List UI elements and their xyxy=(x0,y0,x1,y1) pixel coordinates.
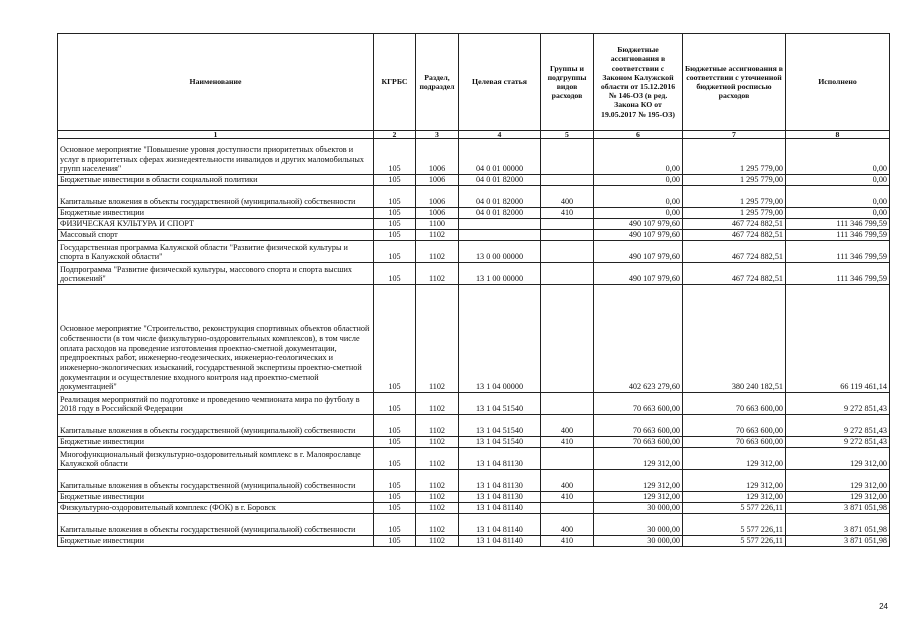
row-executed-amount: 0,00 xyxy=(786,175,890,186)
row-group xyxy=(541,241,594,263)
row-group: 400 xyxy=(541,470,594,492)
row-kgrbs: 105 xyxy=(374,186,416,208)
row-kgrbs: 105 xyxy=(374,139,416,175)
row-target: 13 1 04 81130 xyxy=(459,448,541,470)
row-executed-amount: 3 871 051,98 xyxy=(786,536,890,547)
row-group xyxy=(541,263,594,285)
column-number: 2 xyxy=(374,131,416,139)
row-group: 410 xyxy=(541,208,594,219)
row-law-amount: 490 107 979,60 xyxy=(594,263,683,285)
table-row xyxy=(58,219,890,230)
header-section: Раздел, подраздел xyxy=(416,34,459,131)
row-refined-amount: 1 295 779,00 xyxy=(683,139,786,175)
row-refined-amount: 1 295 779,00 xyxy=(683,208,786,219)
row-executed-amount: 129 312,00 xyxy=(786,448,890,470)
row-target xyxy=(459,219,541,230)
row-kgrbs: 105 xyxy=(374,470,416,492)
row-section: 1006 xyxy=(416,139,459,175)
row-law-amount: 129 312,00 xyxy=(594,470,683,492)
row-refined-amount: 5 577 226,11 xyxy=(683,536,786,547)
row-executed-amount: 111 346 799,59 xyxy=(786,241,890,263)
row-name: Массовый спорт xyxy=(58,230,374,241)
row-executed-amount: 9 272 851,43 xyxy=(786,393,890,415)
row-target xyxy=(459,230,541,241)
row-law-amount: 30 000,00 xyxy=(594,514,683,536)
table-row xyxy=(58,437,890,448)
row-name: Основное мероприятие "Строительство, реконструкция спортивных объектов областной собственности (в том числе физкультурно-оздоровительных комплексов), в том числе оплата расходов на проведение изготовления проектно-сметной документации, предпроектных работ, инженерно-геодезических, инженерно-геологических и инженерно-экологических изысканий, государственной экспертизы проектно-сметной документации и осуществление входного контроля над проектно-сметной документацией" xyxy=(58,285,374,393)
row-kgrbs: 105 xyxy=(374,175,416,186)
row-target: 13 1 00 00000 xyxy=(459,263,541,285)
row-executed-amount: 9 272 851,43 xyxy=(786,437,890,448)
row-law-amount: 490 107 979,60 xyxy=(594,241,683,263)
row-law-amount: 70 663 600,00 xyxy=(594,415,683,437)
row-group xyxy=(541,139,594,175)
row-refined-amount: 70 663 600,00 xyxy=(683,393,786,415)
row-section: 1102 xyxy=(416,514,459,536)
column-number: 5 xyxy=(541,131,594,139)
row-section: 1102 xyxy=(416,230,459,241)
row-group xyxy=(541,503,594,514)
row-group xyxy=(541,448,594,470)
row-group xyxy=(541,219,594,230)
row-section: 1102 xyxy=(416,448,459,470)
row-group: 400 xyxy=(541,514,594,536)
row-law-amount: 30 000,00 xyxy=(594,536,683,547)
column-number: 7 xyxy=(683,131,786,139)
row-section: 1102 xyxy=(416,503,459,514)
row-refined-amount: 129 312,00 xyxy=(683,470,786,492)
budget-table xyxy=(57,33,890,547)
row-name: Реализация мероприятий по подготовке и проведению чемпионата мира по футболу в 2018 году в Российской Федерации xyxy=(58,393,374,415)
row-refined-amount: 70 663 600,00 xyxy=(683,415,786,437)
row-refined-amount: 467 724 882,51 xyxy=(683,219,786,230)
column-number: 1 xyxy=(58,131,374,139)
row-target: 13 1 04 81130 xyxy=(459,492,541,503)
row-target: 13 1 04 81140 xyxy=(459,503,541,514)
row-section: 1102 xyxy=(416,241,459,263)
row-executed-amount: 129 312,00 xyxy=(786,492,890,503)
row-target: 13 1 04 81140 xyxy=(459,514,541,536)
row-executed-amount: 0,00 xyxy=(786,139,890,175)
page-number: 24 xyxy=(879,602,888,611)
table-row xyxy=(58,492,890,503)
row-name: Капитальные вложения в объекты государственной (муниципальной) собственности xyxy=(58,186,374,208)
row-target: 13 1 04 51540 xyxy=(459,393,541,415)
row-refined-amount: 5 577 226,11 xyxy=(683,503,786,514)
row-section: 1006 xyxy=(416,175,459,186)
row-refined-amount: 129 312,00 xyxy=(683,448,786,470)
row-name: Многофункциональный физкультурно-оздоровительный комплекс в г. Малоярославце Калужской области xyxy=(58,448,374,470)
row-refined-amount: 467 724 882,51 xyxy=(683,263,786,285)
row-kgrbs: 105 xyxy=(374,492,416,503)
row-refined-amount: 129 312,00 xyxy=(683,492,786,503)
row-kgrbs: 105 xyxy=(374,514,416,536)
row-law-amount: 490 107 979,60 xyxy=(594,230,683,241)
row-kgrbs: 105 xyxy=(374,415,416,437)
table-row xyxy=(58,263,890,285)
row-section: 1102 xyxy=(416,536,459,547)
header-name: Наименование xyxy=(58,34,374,131)
column-number-row xyxy=(58,131,890,139)
column-number: 3 xyxy=(416,131,459,139)
header-refined-assignments: Бюджетные ассигнования в соответствии с уточненной бюджетной росписью расходов xyxy=(683,34,786,131)
table-row xyxy=(58,230,890,241)
table-row xyxy=(58,415,890,437)
row-kgrbs: 105 xyxy=(374,241,416,263)
row-section: 1102 xyxy=(416,437,459,448)
row-law-amount: 70 663 600,00 xyxy=(594,393,683,415)
row-kgrbs: 105 xyxy=(374,230,416,241)
row-section: 1102 xyxy=(416,285,459,393)
row-target: 13 1 04 81140 xyxy=(459,536,541,547)
row-group xyxy=(541,285,594,393)
row-kgrbs: 105 xyxy=(374,536,416,547)
row-section: 1102 xyxy=(416,492,459,503)
row-refined-amount: 5 577 226,11 xyxy=(683,514,786,536)
row-law-amount: 402 623 279,60 xyxy=(594,285,683,393)
column-number: 4 xyxy=(459,131,541,139)
table-row xyxy=(58,241,890,263)
row-name: Бюджетные инвестиции xyxy=(58,492,374,503)
row-section: 1102 xyxy=(416,470,459,492)
row-target: 13 1 04 81130 xyxy=(459,470,541,492)
table-row xyxy=(58,448,890,470)
row-name: Капитальные вложения в объекты государственной (муниципальной) собственности xyxy=(58,470,374,492)
row-law-amount: 0,00 xyxy=(594,208,683,219)
table-row xyxy=(58,503,890,514)
table-row xyxy=(58,175,890,186)
table-row xyxy=(58,393,890,415)
row-kgrbs: 105 xyxy=(374,393,416,415)
row-executed-amount: 66 119 461,14 xyxy=(786,285,890,393)
table-row xyxy=(58,208,890,219)
table-row xyxy=(58,470,890,492)
row-group: 400 xyxy=(541,415,594,437)
header-target: Целевая статья xyxy=(459,34,541,131)
row-kgrbs: 105 xyxy=(374,208,416,219)
row-law-amount: 129 312,00 xyxy=(594,448,683,470)
row-law-amount: 30 000,00 xyxy=(594,503,683,514)
row-target: 04 0 01 82000 xyxy=(459,208,541,219)
row-name: Основное мероприятие "Повышение уровня доступности приоритетных объектов и услуг в приоритетных сферах жизнедеятельности инвалидов и других маломобильных групп населения" xyxy=(58,139,374,175)
row-kgrbs: 105 xyxy=(374,503,416,514)
table-row xyxy=(58,536,890,547)
row-group: 410 xyxy=(541,536,594,547)
row-group xyxy=(541,230,594,241)
row-name: Бюджетные инвестиции xyxy=(58,208,374,219)
row-refined-amount: 70 663 600,00 xyxy=(683,437,786,448)
table-header-row xyxy=(58,34,890,131)
row-law-amount: 70 663 600,00 xyxy=(594,437,683,448)
row-name: ФИЗИЧЕСКАЯ КУЛЬТУРА И СПОРТ xyxy=(58,219,374,230)
row-name: Бюджетные инвестиции xyxy=(58,536,374,547)
row-target: 13 1 04 51540 xyxy=(459,415,541,437)
row-target: 04 0 01 00000 xyxy=(459,139,541,175)
row-law-amount: 0,00 xyxy=(594,139,683,175)
row-group xyxy=(541,175,594,186)
row-target: 04 0 01 82000 xyxy=(459,175,541,186)
row-kgrbs: 105 xyxy=(374,285,416,393)
header-law-assignments: Бюджетные ассигнования в соответствии с Законом Калужской области от 15.12.2016 № 146-ОЗ (в ред. Закона КО от 19.05.2017 № 195-ОЗ) xyxy=(594,34,683,131)
row-refined-amount: 467 724 882,51 xyxy=(683,230,786,241)
row-refined-amount: 1 295 779,00 xyxy=(683,175,786,186)
row-kgrbs: 105 xyxy=(374,437,416,448)
row-law-amount: 129 312,00 xyxy=(594,492,683,503)
row-group: 410 xyxy=(541,492,594,503)
row-name: Государственная программа Калужской области "Развитие физической культуры и спорта в Калужской области" xyxy=(58,241,374,263)
row-name: Подпрограмма "Развитие физической культуры, массового спорта и спорта высших достижений" xyxy=(58,263,374,285)
column-number: 6 xyxy=(594,131,683,139)
table-row xyxy=(58,139,890,175)
row-kgrbs: 105 xyxy=(374,263,416,285)
row-law-amount: 490 107 979,60 xyxy=(594,219,683,230)
header-executed: Исполнено xyxy=(786,34,890,131)
row-target: 13 1 04 51540 xyxy=(459,437,541,448)
row-name: Бюджетные инвестиции в области социальной политики xyxy=(58,175,374,186)
row-name: Бюджетные инвестиции xyxy=(58,437,374,448)
row-section: 1100 xyxy=(416,219,459,230)
row-section: 1102 xyxy=(416,415,459,437)
row-kgrbs: 105 xyxy=(374,448,416,470)
row-group xyxy=(541,393,594,415)
row-target: 13 1 04 00000 xyxy=(459,285,541,393)
row-executed-amount: 111 346 799,59 xyxy=(786,263,890,285)
row-executed-amount: 3 871 051,98 xyxy=(786,503,890,514)
row-section: 1102 xyxy=(416,263,459,285)
table-body xyxy=(58,139,890,547)
column-number: 8 xyxy=(786,131,890,139)
header-groups: Группы и подгруппы видов расходов xyxy=(541,34,594,131)
row-kgrbs: 105 xyxy=(374,219,416,230)
table-row xyxy=(58,186,890,208)
row-name: Физкультурно-оздоровительный комплекс (ФОК) в г. Боровск xyxy=(58,503,374,514)
row-law-amount: 0,00 xyxy=(594,186,683,208)
row-target: 13 0 00 00000 xyxy=(459,241,541,263)
row-section: 1102 xyxy=(416,393,459,415)
row-refined-amount: 467 724 882,51 xyxy=(683,241,786,263)
row-refined-amount: 1 295 779,00 xyxy=(683,186,786,208)
row-executed-amount: 129 312,00 xyxy=(786,470,890,492)
row-group: 400 xyxy=(541,186,594,208)
table-row xyxy=(58,514,890,536)
row-section: 1006 xyxy=(416,208,459,219)
row-refined-amount: 380 240 182,51 xyxy=(683,285,786,393)
row-law-amount: 0,00 xyxy=(594,175,683,186)
row-group: 410 xyxy=(541,437,594,448)
row-executed-amount: 111 346 799,59 xyxy=(786,219,890,230)
row-target: 04 0 01 82000 xyxy=(459,186,541,208)
row-executed-amount: 0,00 xyxy=(786,208,890,219)
row-executed-amount: 0,00 xyxy=(786,186,890,208)
row-name: Капитальные вложения в объекты государственной (муниципальной) собственности xyxy=(58,415,374,437)
row-executed-amount: 3 871 051,98 xyxy=(786,514,890,536)
table-row xyxy=(58,285,890,393)
row-executed-amount: 111 346 799,59 xyxy=(786,230,890,241)
row-name: Капитальные вложения в объекты государственной (муниципальной) собственности xyxy=(58,514,374,536)
row-section: 1006 xyxy=(416,186,459,208)
header-kgrbs: КГРБС xyxy=(374,34,416,131)
row-executed-amount: 9 272 851,43 xyxy=(786,415,890,437)
